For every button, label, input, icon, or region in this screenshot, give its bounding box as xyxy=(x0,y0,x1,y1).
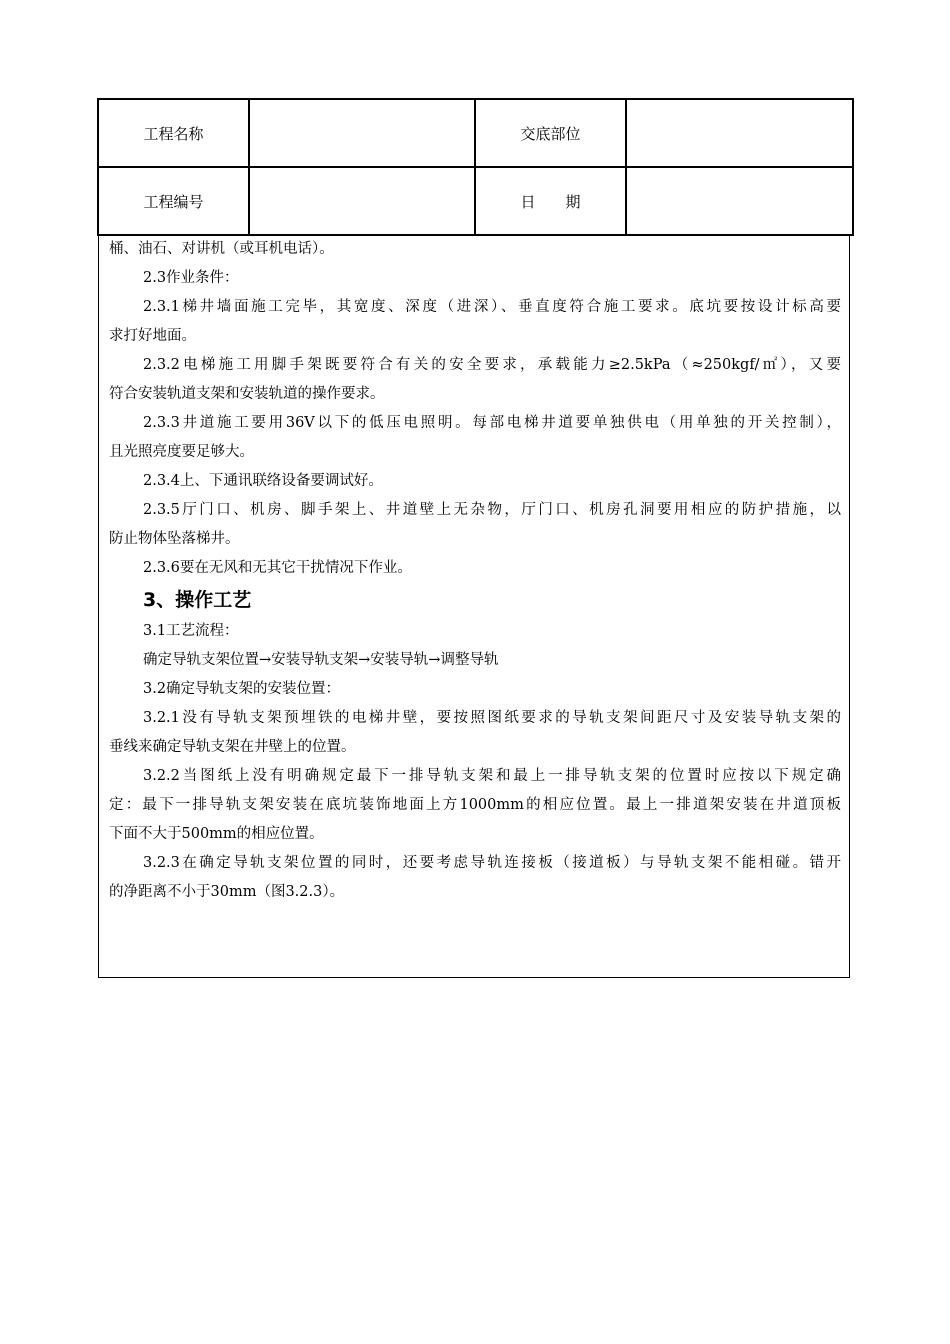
body-line: 求打好地面。 xyxy=(109,328,196,344)
body-line: 3.1工艺流程： xyxy=(143,623,239,639)
body-line: 2.3.4上、下通讯联络设备要调试好。 xyxy=(143,473,383,489)
body-line: 3.2.2当图纸上没有明确规定最下一排导轨支架和最上一排导轨支架的位置时应按以下规定确 xyxy=(143,768,841,784)
body-line: 2.3.1梯井墙面施工完毕，其宽度、深度（进深）、垂直度符合施工要求。底坑要按设计标高要 xyxy=(143,299,841,315)
body-line: 2.3作业条件： xyxy=(143,270,239,286)
body-line: 垂线来确定导轨支架在井壁上的位置。 xyxy=(109,739,356,755)
body-line: 2.3.6要在无风和无其它干扰情况下作业。 xyxy=(143,560,412,576)
body-line: 下面不大于500mm的相应位置。 xyxy=(109,826,324,842)
project-name-label: 工程名称 xyxy=(98,99,249,167)
date-value xyxy=(626,167,853,235)
date-label: 日 期 xyxy=(475,167,626,235)
body-line: 防止物体坠落梯井。 xyxy=(109,531,240,547)
project-no-value xyxy=(249,167,475,235)
body-line: 3.2.3在确定导轨支架位置的同时，还要考虑导轨连接板（接道板）与导轨支架不能相碰。错开 xyxy=(143,855,841,871)
body-line: 桶、油石、对讲机（或耳机电话）。 xyxy=(109,241,334,257)
body-line: 确定导轨支架位置→安装导轨支架→安装导轨→调整导轨 xyxy=(143,652,499,668)
body-line: 3.2确定导轨支架的安装位置： xyxy=(143,681,341,697)
body-line: 2.3.2电梯施工用脚手架既要符合有关的安全要求，承载能力≥2.5kPa（≈250kgf/㎡），又要 xyxy=(143,357,841,373)
body-line: 的净距离不小于30mm（图3.2.3）。 xyxy=(109,884,345,900)
body-line: 3.2.1没有导轨支架预埋铁的电梯井壁，要按照图纸要求的导轨支架间距尺寸及安装导轨支架的 xyxy=(143,710,841,726)
body-content xyxy=(109,235,841,907)
project-name-value xyxy=(249,99,475,167)
section-heading: 3、操作工艺 xyxy=(143,589,252,611)
header-row-2 xyxy=(98,167,853,235)
part-label: 交底部位 xyxy=(475,99,626,167)
header-row-1 xyxy=(98,99,853,167)
body-line: 符合安装轨道支架和安装轨道的操作要求。 xyxy=(109,386,385,402)
body-line: 2.3.5厅门口、机房、脚手架上、井道壁上无杂物，厅门口、机房孔洞要用相应的防护措施，以 xyxy=(143,502,841,518)
part-value xyxy=(626,99,853,167)
header-table xyxy=(97,98,854,236)
project-no-label: 工程编号 xyxy=(98,167,249,235)
body-box xyxy=(98,235,850,978)
body-line: 定：最下一排导轨支架安装在底坑装饰地面上方1000mm的相应位置。最上一排道架安装在井道顶板 xyxy=(109,797,841,813)
body-line: 且光照亮度要足够大。 xyxy=(109,444,254,460)
body-line: 2.3.3井道施工要用36V以下的低压电照明。每部电梯井道要单独供电（用单独的开关控制）， xyxy=(143,415,841,431)
